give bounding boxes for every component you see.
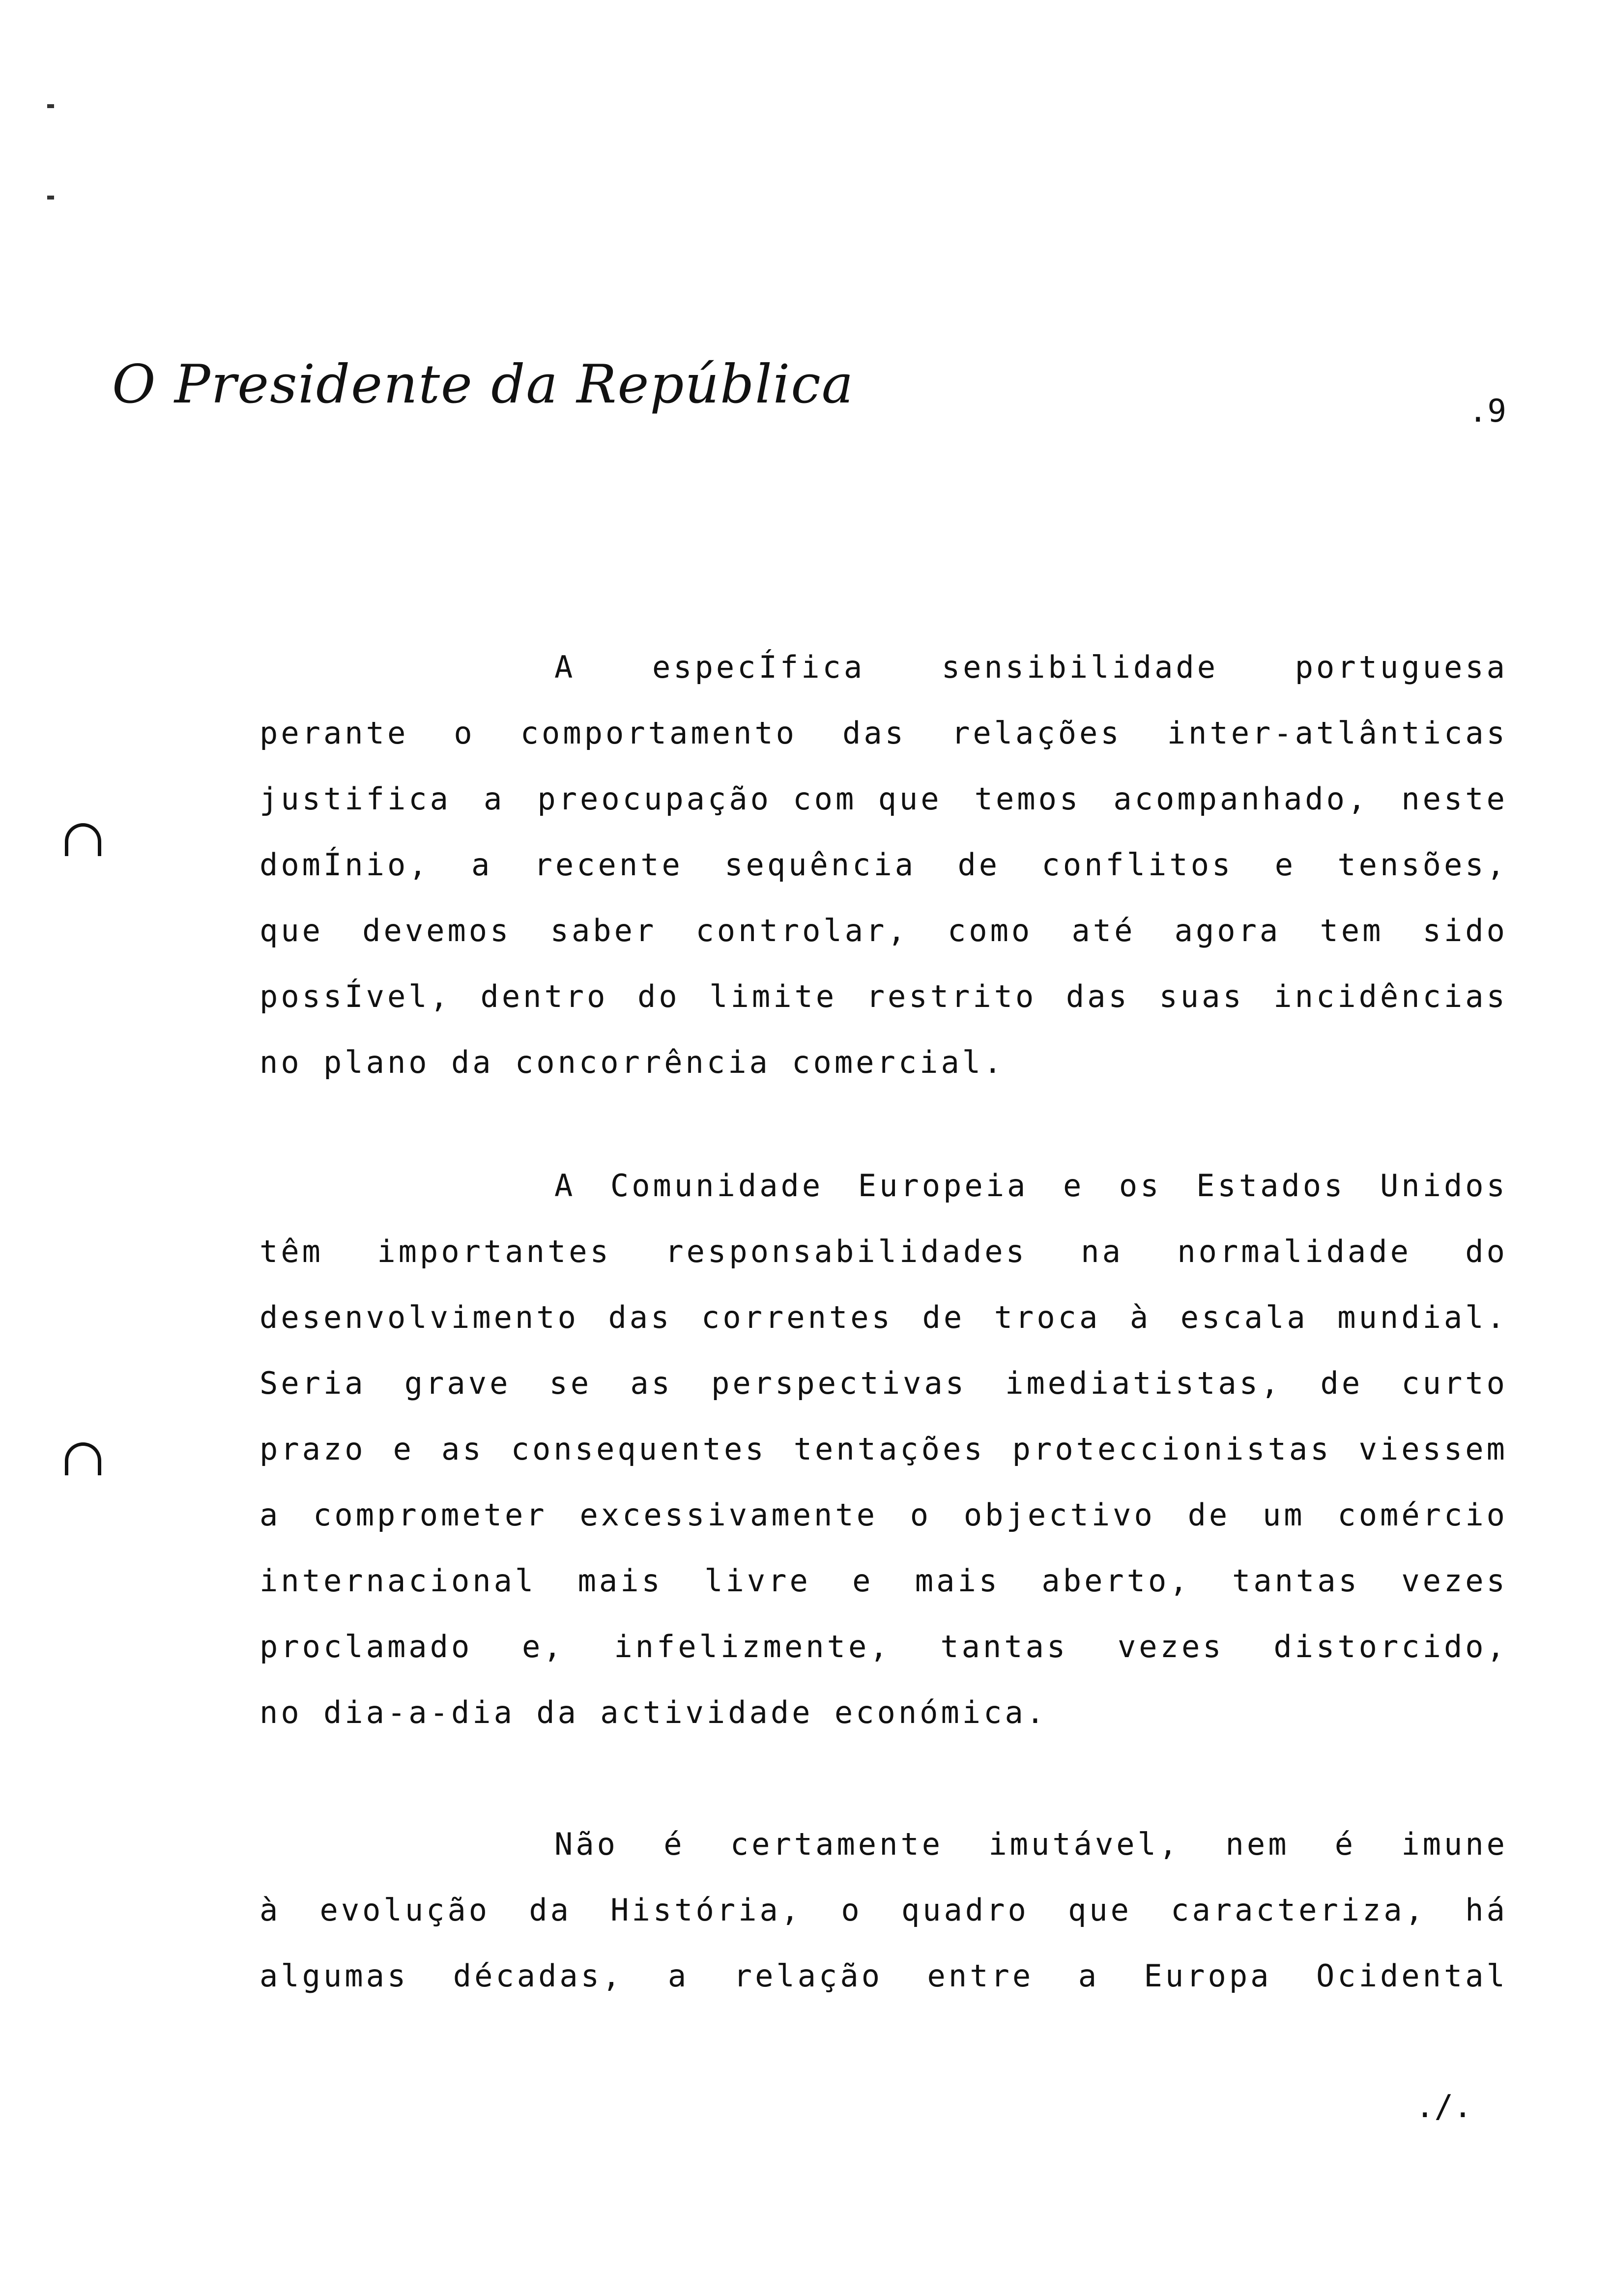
text-line bbox=[259, 1029, 1508, 1095]
word: grave bbox=[404, 1365, 511, 1401]
word: quadro bbox=[901, 1892, 1029, 1928]
binder-hole-mark bbox=[65, 1442, 101, 1475]
word: a bbox=[1078, 1957, 1100, 1994]
word: neste bbox=[1401, 780, 1508, 817]
text-line bbox=[259, 766, 1508, 832]
word: Seria bbox=[259, 1365, 366, 1401]
continuation-mark: ./. bbox=[1415, 2089, 1472, 2125]
word: mundial. bbox=[1337, 1299, 1508, 1335]
word: e bbox=[852, 1562, 874, 1599]
word: suas bbox=[1159, 978, 1244, 1014]
text-line bbox=[259, 700, 1508, 766]
word: Não bbox=[554, 1826, 618, 1862]
text-line bbox=[259, 897, 1508, 963]
word: há bbox=[1465, 1892, 1508, 1928]
word: troca bbox=[994, 1299, 1101, 1335]
text-line bbox=[259, 1416, 1508, 1482]
word: das bbox=[1065, 978, 1130, 1014]
word: preocupação com que bbox=[537, 780, 942, 817]
word: agora bbox=[1174, 912, 1281, 948]
word: limite bbox=[709, 978, 837, 1014]
text-line bbox=[259, 963, 1508, 1029]
word: tentações bbox=[793, 1431, 985, 1467]
word: tantas bbox=[1232, 1562, 1360, 1599]
word: mais bbox=[915, 1562, 1001, 1599]
word: normalidade bbox=[1177, 1233, 1411, 1269]
text-line bbox=[259, 1679, 1508, 1745]
text-line bbox=[259, 1877, 1508, 1943]
word: à bbox=[1129, 1299, 1151, 1335]
word: de bbox=[1187, 1496, 1231, 1533]
word: do bbox=[637, 978, 680, 1014]
word: A bbox=[554, 649, 576, 685]
word: aberto, bbox=[1041, 1562, 1191, 1599]
text-line bbox=[259, 1218, 1508, 1284]
word: algumas bbox=[259, 1957, 409, 1994]
word: distorcido, bbox=[1273, 1628, 1508, 1665]
text-line bbox=[259, 832, 1508, 897]
word: sensibilidade bbox=[941, 649, 1219, 685]
word: proclamado bbox=[259, 1628, 473, 1665]
word: temos bbox=[974, 780, 1081, 817]
word: é bbox=[1334, 1826, 1356, 1862]
word: das bbox=[608, 1299, 672, 1335]
word: domÍnio, bbox=[259, 846, 430, 883]
word: comércio bbox=[1337, 1496, 1508, 1533]
word: vezes bbox=[1401, 1562, 1508, 1599]
word: imune bbox=[1401, 1826, 1508, 1862]
word: correntes bbox=[701, 1299, 893, 1335]
word: até bbox=[1071, 912, 1136, 948]
word: e bbox=[1274, 846, 1296, 883]
word: Europa bbox=[1144, 1957, 1272, 1994]
word: de bbox=[922, 1299, 965, 1335]
word: tantas bbox=[940, 1628, 1068, 1665]
word: imediatistas, bbox=[1005, 1365, 1282, 1401]
word: de bbox=[1320, 1365, 1363, 1401]
word: Ocidental bbox=[1316, 1957, 1508, 1994]
text-line bbox=[259, 634, 1508, 700]
word: dentro bbox=[480, 978, 608, 1014]
word: sido bbox=[1422, 912, 1508, 948]
word: na bbox=[1081, 1233, 1123, 1269]
word: o bbox=[454, 715, 475, 751]
word: incidências bbox=[1273, 978, 1508, 1014]
word: no dia-a-dia da actividade económica. bbox=[259, 1694, 1048, 1730]
word: sequência bbox=[724, 846, 917, 883]
word: Europeia bbox=[858, 1167, 1029, 1204]
word: no plano da concorrência comercial. bbox=[259, 1044, 1005, 1080]
word: a bbox=[259, 1496, 281, 1533]
text-line bbox=[259, 1350, 1508, 1416]
word: consequentes bbox=[511, 1431, 767, 1467]
word: especÍfica bbox=[652, 649, 865, 685]
word: internacional bbox=[259, 1562, 537, 1599]
word: comportamento bbox=[520, 715, 797, 751]
word: tensões, bbox=[1337, 846, 1508, 883]
text-line bbox=[259, 1943, 1508, 2009]
word: que bbox=[1067, 1892, 1132, 1928]
text-line bbox=[259, 1482, 1508, 1548]
word: portuguesa bbox=[1295, 649, 1508, 685]
word: a bbox=[667, 1957, 690, 1994]
word: saber bbox=[550, 912, 657, 948]
word: imutável, bbox=[988, 1826, 1180, 1862]
word: Comunidade bbox=[610, 1167, 824, 1204]
text-line bbox=[259, 1548, 1508, 1613]
word: conflitos bbox=[1041, 846, 1234, 883]
word: livre bbox=[704, 1562, 811, 1599]
word: A bbox=[554, 1167, 576, 1204]
word: de bbox=[957, 846, 1001, 883]
word: é bbox=[663, 1826, 685, 1862]
word: viessem bbox=[1358, 1431, 1508, 1467]
word: certamente bbox=[730, 1826, 944, 1862]
word: recente bbox=[534, 846, 683, 883]
text-line bbox=[259, 1284, 1508, 1350]
word: a bbox=[484, 780, 505, 817]
text-line bbox=[259, 1152, 1508, 1218]
word: possÍvel, bbox=[259, 978, 451, 1014]
word: mais bbox=[577, 1562, 663, 1599]
word: entre bbox=[927, 1957, 1034, 1994]
paragraph-3 bbox=[259, 1811, 1508, 2009]
word: escala bbox=[1180, 1299, 1308, 1335]
paragraph-2 bbox=[259, 1152, 1508, 1745]
word: nem bbox=[1225, 1826, 1290, 1862]
word: Estados bbox=[1196, 1167, 1346, 1204]
word: prazo bbox=[259, 1431, 366, 1467]
binder-hole-mark bbox=[65, 823, 101, 856]
word: da bbox=[529, 1892, 572, 1928]
word: perante bbox=[259, 715, 409, 751]
word: objectivo bbox=[963, 1496, 1155, 1533]
word: das bbox=[842, 715, 907, 751]
word: devemos bbox=[362, 912, 512, 948]
word: caracteriza, bbox=[1171, 1892, 1427, 1928]
word: justifica bbox=[259, 780, 451, 817]
word: vezes bbox=[1117, 1628, 1224, 1665]
word: do bbox=[1465, 1233, 1508, 1269]
word: excessivamente bbox=[579, 1496, 878, 1533]
word: como bbox=[947, 912, 1033, 948]
text-line bbox=[259, 1811, 1508, 1877]
word: e, bbox=[521, 1628, 565, 1665]
word: tem bbox=[1320, 912, 1384, 948]
word: a bbox=[471, 846, 493, 883]
page-number: .9 bbox=[1468, 393, 1507, 430]
word: proteccionistas bbox=[1012, 1431, 1332, 1467]
word: evolução bbox=[319, 1892, 490, 1928]
word: controlar, bbox=[695, 912, 909, 948]
word: restrito bbox=[866, 978, 1037, 1014]
word: responsabilidades bbox=[665, 1233, 1027, 1269]
word: as bbox=[441, 1431, 484, 1467]
word: curto bbox=[1401, 1365, 1508, 1401]
word: e bbox=[1063, 1167, 1085, 1204]
word: têm bbox=[259, 1233, 323, 1269]
word: acompanhado, bbox=[1113, 780, 1369, 817]
word: perspectivas bbox=[711, 1365, 967, 1401]
scan-speck bbox=[47, 196, 54, 200]
word: relações bbox=[951, 715, 1122, 751]
word: infelizmente, bbox=[614, 1628, 891, 1665]
word: Unidos bbox=[1380, 1167, 1508, 1204]
scan-speck bbox=[47, 104, 54, 108]
letterhead: O Presidente da República bbox=[112, 354, 855, 415]
word: História, bbox=[610, 1892, 803, 1928]
word: inter-atlânticas bbox=[1167, 715, 1508, 751]
word: comprometer bbox=[313, 1496, 547, 1533]
word: à bbox=[259, 1892, 281, 1928]
word: e bbox=[393, 1431, 414, 1467]
word: importantes bbox=[377, 1233, 611, 1269]
word: desenvolvimento bbox=[259, 1299, 579, 1335]
word: décadas, bbox=[453, 1957, 624, 1994]
word: relação bbox=[733, 1957, 883, 1994]
word: se bbox=[549, 1365, 592, 1401]
word: os bbox=[1119, 1167, 1162, 1204]
word: que bbox=[259, 912, 323, 948]
word: as bbox=[630, 1365, 673, 1401]
text-line bbox=[259, 1613, 1508, 1679]
paragraph-1 bbox=[259, 634, 1508, 1095]
word: o bbox=[910, 1496, 932, 1533]
word: o bbox=[841, 1892, 863, 1928]
word: um bbox=[1262, 1496, 1305, 1533]
